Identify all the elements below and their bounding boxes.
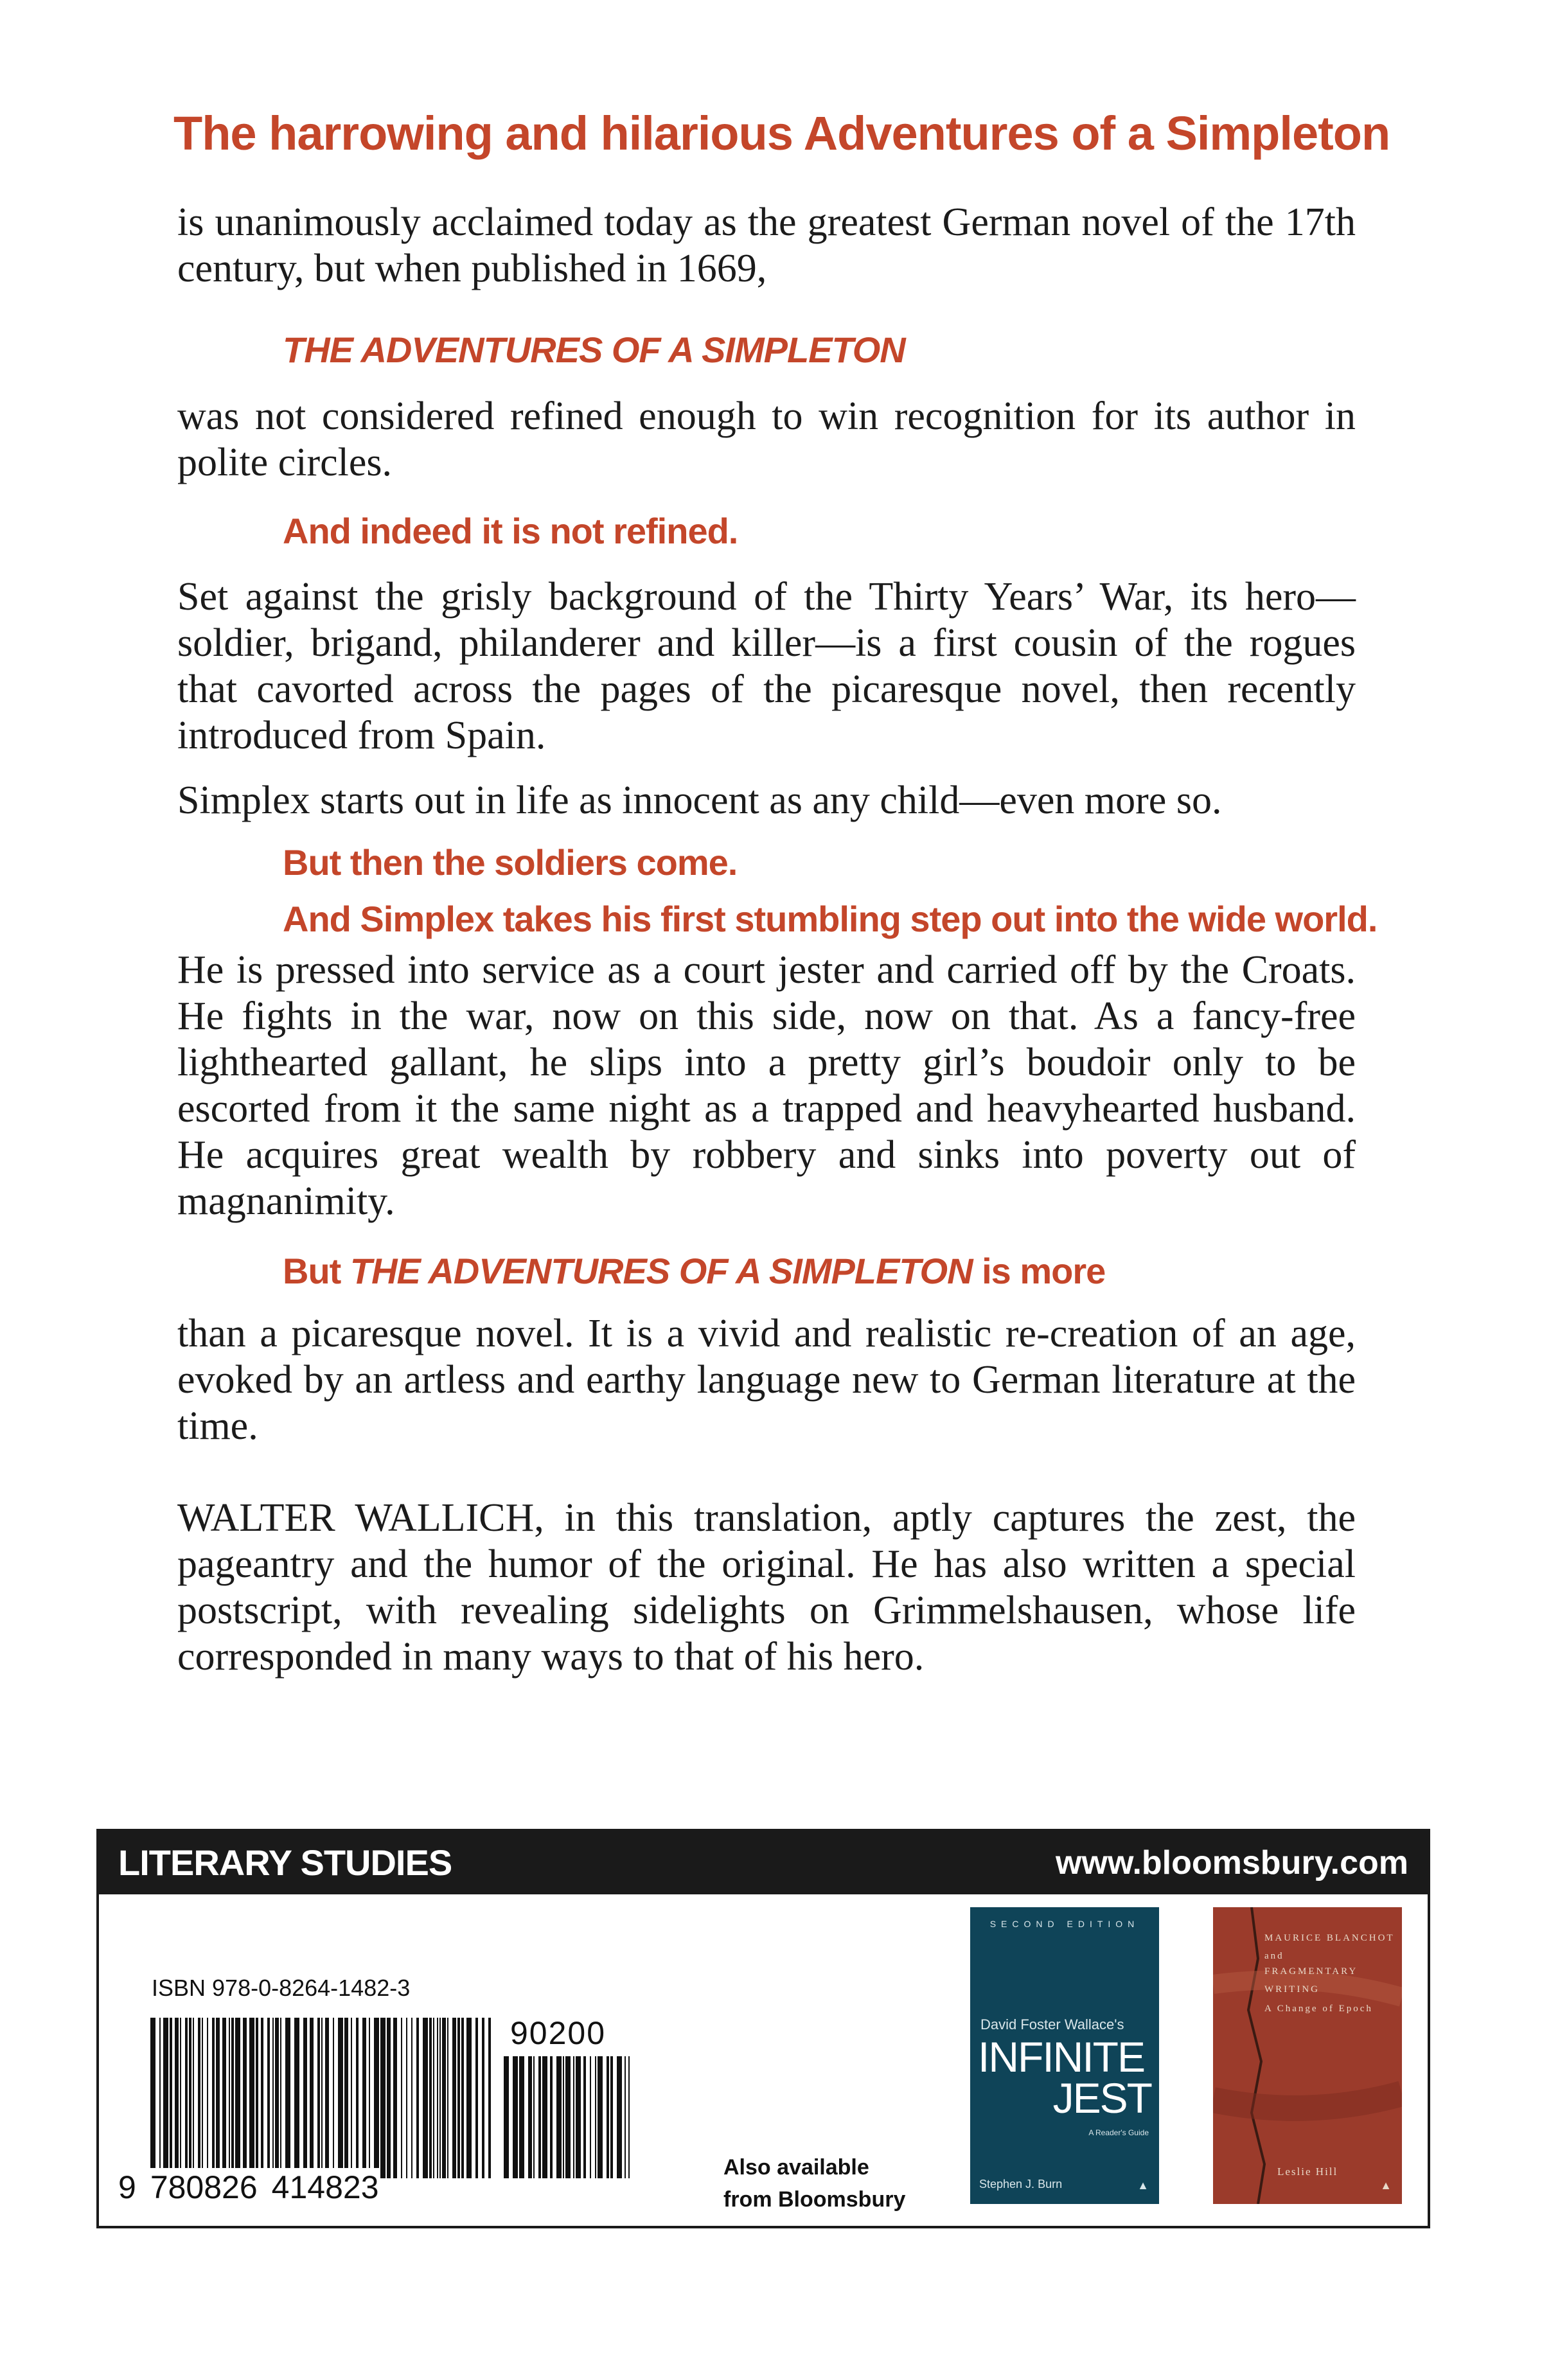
- barcode-bar: [198, 2018, 200, 2178]
- barcode-bar: [576, 2056, 581, 2178]
- barcode-bar: [475, 2018, 478, 2178]
- isbn-barcode: [150, 2018, 491, 2178]
- book1-guide: A Reader's Guide: [1088, 2128, 1149, 2137]
- barcode-bar: [235, 2018, 240, 2178]
- barcode-bar: [442, 2018, 446, 2178]
- barcode-bar: [538, 2056, 541, 2178]
- barcode-bar: [556, 2056, 562, 2178]
- book2-title-line2: and: [1264, 1951, 1284, 1961]
- barcode-bar: [528, 2056, 532, 2178]
- book-cover-blanchot[interactable]: [1213, 1907, 1402, 2204]
- barcode-bar: [189, 2018, 191, 2178]
- barcode-bar: [280, 2018, 281, 2178]
- barcode-bar: [303, 2018, 307, 2178]
- body-paragraph-4: Simplex starts out in life as innocent as any child—even more so.: [177, 779, 1222, 822]
- barcode-bar: [249, 2018, 254, 2178]
- barcode-bar: [598, 2056, 603, 2178]
- barcode-bar: [272, 2018, 274, 2178]
- body-paragraph-3: Set against the grisly background of the Thirty Years’ War, its hero—soldier, brigand, philanderer and killer—is a first cousin of the rogues that cavorted across the pages of the picaresque novel, then recently introduced from Spain.: [177, 575, 1356, 757]
- barcode-bar: [202, 2018, 203, 2178]
- barcode-bar: [325, 2018, 329, 2178]
- barcode-bar: [590, 2056, 591, 2178]
- subhead-not-refined: And indeed it is not refined.: [283, 511, 738, 551]
- barcode-bar: [406, 2018, 407, 2178]
- barcode-bar: [180, 2018, 181, 2178]
- barcode-digits-right: 414823: [271, 2169, 379, 2205]
- barcode-bar: [595, 2056, 596, 2178]
- barcode-bar: [457, 2018, 460, 2178]
- barcode-bar: [482, 2018, 484, 2178]
- barcode-bar: [439, 2018, 441, 2178]
- barcode-bar: [411, 2018, 412, 2178]
- barcode-bar: [351, 2018, 352, 2178]
- barcode-bar: [243, 2018, 247, 2178]
- barcode-bar: [275, 2018, 279, 2178]
- barcode-bar: [513, 2056, 518, 2178]
- barcode-bar: [310, 2018, 314, 2178]
- barcode-bar: [504, 2056, 509, 2178]
- barcode-bar: [185, 2018, 188, 2178]
- barcode-bar: [625, 2056, 626, 2178]
- body-paragraph-2: was not considered refined enough to win recognition for its author in polite circles.: [177, 394, 1356, 484]
- barcode-bar: [573, 2056, 574, 2178]
- barcode-bar: [433, 2018, 434, 2178]
- barcode-bar: [607, 2056, 609, 2178]
- body-paragraph-1: is unanimously acclaimed today as the greatest German novel of the 17th century, but when published in 1669,: [177, 200, 1356, 290]
- category-band: [99, 1831, 1428, 1894]
- barcode-bar: [231, 2018, 234, 2178]
- barcode-digit-prefix: 9: [118, 2169, 136, 2205]
- barcode-bar: [416, 2018, 419, 2178]
- book2-title-line4: WRITING: [1264, 1984, 1320, 1995]
- barcode-bar: [229, 2018, 230, 2178]
- barcode-bar: [437, 2018, 438, 2178]
- barcode-bar: [369, 2018, 370, 2178]
- publisher-logo-icon: ▲: [1137, 2179, 1149, 2192]
- headline: The harrowing and hilarious Adventures of a Simpleton: [173, 107, 1390, 160]
- barcode-bar: [222, 2018, 226, 2178]
- publisher-url[interactable]: www.bloomsbury.com: [1056, 1844, 1408, 1882]
- book2-title-line3: FRAGMENTARY: [1264, 1966, 1358, 1977]
- barcode-bar: [542, 2056, 547, 2178]
- barcode-bar: [563, 2056, 564, 2178]
- barcode-bar: [163, 2018, 168, 2178]
- barcode-bar: [565, 2056, 571, 2178]
- barcode-bar: [519, 2056, 524, 2178]
- barcode-bar: [338, 2018, 343, 2178]
- cover-texture: [1213, 1907, 1402, 2204]
- barcode-bar: [362, 2018, 366, 2178]
- subhead-more-title: THE ADVENTURES OF A SIMPLETON: [350, 1251, 973, 1291]
- barcode-bar: [533, 2056, 535, 2178]
- barcode-bar: [393, 2018, 397, 2178]
- also-available: [723, 2151, 905, 2216]
- book1-title-line2: JEST: [1052, 2074, 1151, 2122]
- barcode-bar: [212, 2018, 215, 2178]
- barcode-bar: [429, 2018, 432, 2178]
- book1-author: Stephen J. Burn: [979, 2178, 1063, 2190]
- isbn-label: ISBN 978-0-8264-1482-3: [152, 1975, 411, 2001]
- barcode-bar: [583, 2056, 586, 2178]
- body-paragraph-5: He is pressed into service as a court jester and carried off by the Croats. He fights in the war, now on this side, now on that. As a fancy-free lighthearted gallant, he slips into a pretty girl’s boudoir only to be escorted from it the same night as a trapped and heavyhearted husband. He acquires great wealth by robbery and sinks into poverty out of magnanimity.: [177, 948, 1356, 1223]
- book2-title-line1: MAURICE BLANCHOT: [1264, 1933, 1395, 1943]
- barcode-bar: [285, 2018, 290, 2178]
- book1-edition: SECOND EDITION: [989, 1919, 1140, 1929]
- barcode-bar: [150, 2018, 155, 2178]
- subhead-soldiers: But then the soldiers come.: [283, 842, 738, 883]
- publisher-logo-icon: ▲: [1380, 2179, 1392, 2192]
- barcode-digits: [118, 2168, 379, 2207]
- barcode-bar: [261, 2018, 263, 2178]
- book-cover-infinite-jest[interactable]: [970, 1907, 1159, 2204]
- barcode-bar: [170, 2018, 172, 2178]
- subhead-title: [283, 328, 905, 373]
- barcode-bar: [452, 2018, 456, 2178]
- barcode-bar: [380, 2018, 386, 2178]
- barcode-bar: [447, 2018, 448, 2178]
- barcode-bar: [466, 2018, 472, 2178]
- book1-title-line1: INFINITE: [978, 2033, 1144, 2081]
- also-available-line2: from Bloomsbury: [723, 2187, 906, 2212]
- barcode-bar: [317, 2018, 320, 2178]
- price-code: 90200: [510, 2015, 607, 2051]
- barcode-bar: [333, 2018, 334, 2178]
- barcode-bar: [356, 2018, 359, 2178]
- category-label: LITERARY STUDIES: [118, 1842, 452, 1883]
- body-paragraph-6: than a picaresque novel. It is a vivid and realistic re-creation of an age, evoked by an artless and earthy language new to German literature at the time.: [177, 1312, 1356, 1448]
- subhead-more-pre: But: [283, 1251, 350, 1291]
- book1-byline: David Foster Wallace's: [980, 2016, 1124, 2032]
- barcode-bar: [628, 2056, 630, 2178]
- barcode-bar: [387, 2018, 391, 2178]
- barcode-bar: [207, 2018, 208, 2178]
- barcode-bar: [488, 2018, 491, 2178]
- barcode-bar: [175, 2018, 179, 2178]
- subhead-wide-world: And Simplex takes his first stumbling step out into the wide world.: [283, 899, 1378, 939]
- book2-author: Leslie Hill: [1277, 2165, 1338, 2178]
- barcode-bar: [267, 2018, 270, 2178]
- publisher-panel: [96, 1829, 1430, 2228]
- barcode-bar: [401, 2018, 402, 2178]
- barcode-bar: [256, 2018, 258, 2178]
- book2-subtitle: A Change of Epoch: [1264, 2004, 1373, 2014]
- barcode-bar: [193, 2018, 194, 2178]
- price-barcode: [504, 2056, 632, 2178]
- barcode-bar: [550, 2056, 553, 2178]
- barcode-bar: [617, 2056, 622, 2178]
- subhead-more: [283, 1249, 1105, 1294]
- translator-paragraph: WALTER WALLICH, in this translation, aptly captures the zest, the pageantry and the humor of the original. He has also written a special postscript, with revealing sidelights on Grimmelshausen, whose life corresponded in many ways to that of his hero.: [177, 1496, 1356, 1679]
- subhead-title-text: THE ADVENTURES OF A SIMPLETON: [283, 330, 905, 370]
- barcode-bar: [159, 2018, 161, 2178]
- barcode-bar: [374, 2018, 379, 2178]
- barcode-bar: [321, 2018, 323, 2178]
- barcode-bar: [423, 2018, 428, 2178]
- barcode-digits-left: 780826: [150, 2169, 258, 2205]
- subhead-more-post: is more: [972, 1251, 1106, 1291]
- barcode-bar: [461, 2018, 464, 2178]
- barcode-bar: [294, 2018, 299, 2178]
- barcode-bar: [216, 2018, 220, 2178]
- also-available-line1: Also available: [723, 2155, 869, 2180]
- barcode-bar: [610, 2056, 613, 2178]
- barcode-bar: [344, 2018, 348, 2178]
